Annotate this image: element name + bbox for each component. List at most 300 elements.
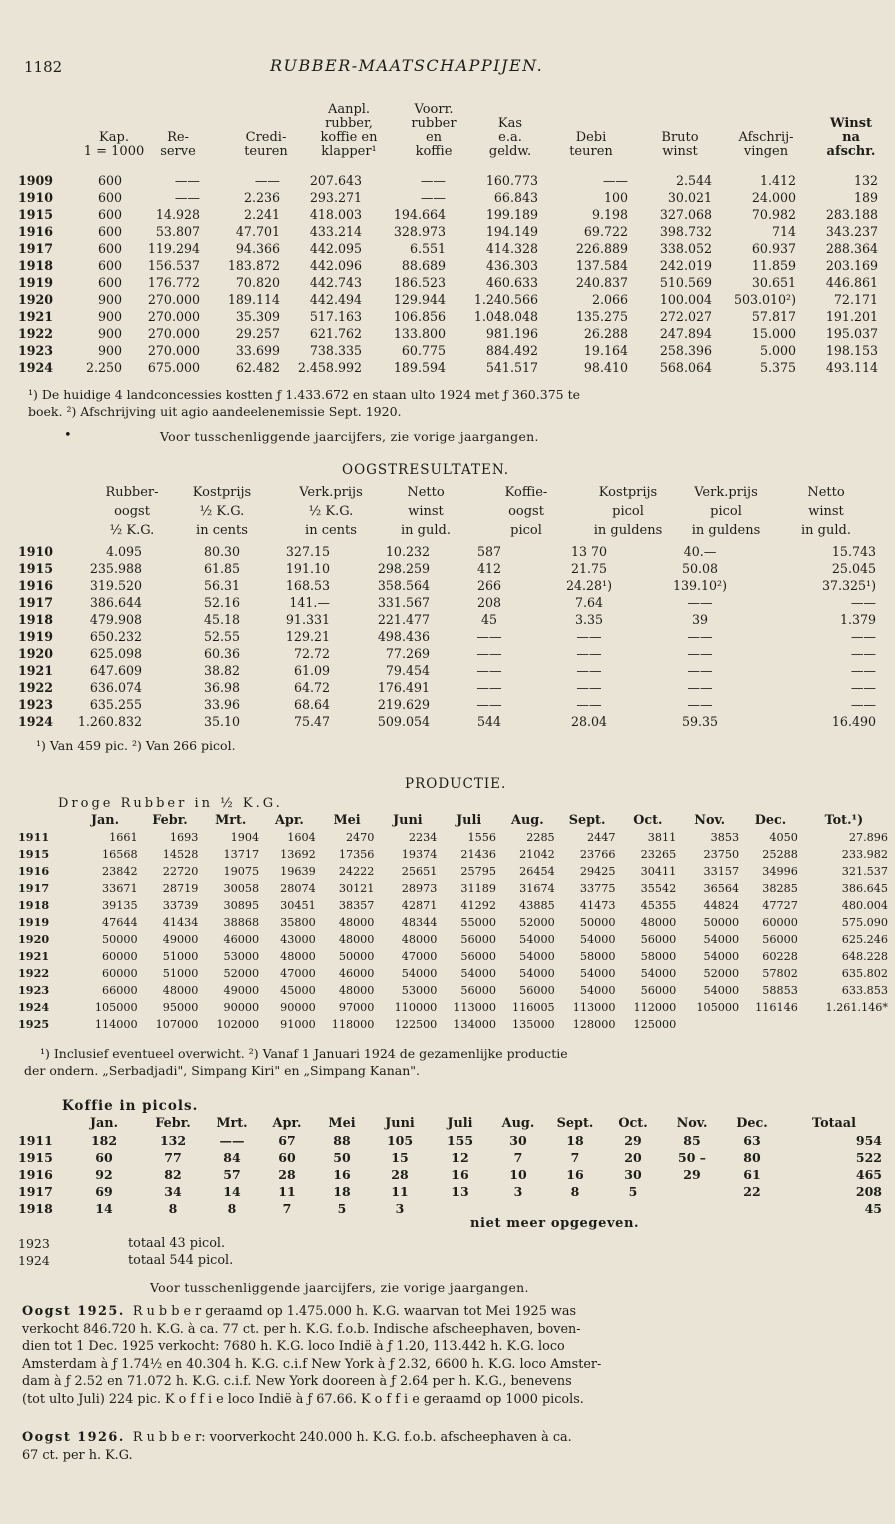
finance-cell: 414.328: [485, 241, 538, 256]
koffie-cell: 132: [159, 1133, 187, 1148]
koffie-cell: 28: [278, 1167, 296, 1182]
year-cell: 1922: [18, 326, 54, 341]
koffie-cell: 60: [95, 1150, 113, 1165]
productie-cell: 33671: [101, 882, 138, 895]
finance-cell: 98.410: [583, 360, 628, 375]
productie-cell: 49000: [162, 933, 199, 946]
productie-cell: 48344: [401, 916, 438, 929]
koffie-cell: 7: [570, 1150, 580, 1165]
productie-cell: 56000: [460, 950, 496, 963]
oogst-col-head-line: winst: [408, 504, 444, 519]
productie-cell: 50000: [101, 933, 138, 946]
finance-cell: 57.817: [751, 309, 796, 324]
finance-footnote-2: boek. ²) Afschrijving uit agio aandeelenemissie Sept. 1920.: [28, 404, 402, 419]
productie-cell: 114000: [94, 1018, 138, 1031]
oogst-cell: 60.36: [203, 646, 240, 661]
oogst-cell: 64.72: [293, 680, 330, 695]
oogst-cell: 4.095: [105, 544, 142, 559]
productie-cell: 19374: [401, 848, 438, 861]
productie-cell: 45000: [280, 984, 316, 997]
finance-cell: 2.241: [243, 207, 280, 222]
finance-row: [18, 223, 880, 240]
productie-cell: 3853: [710, 831, 740, 844]
finance-cell: 900: [97, 292, 122, 307]
oogst-col-head-line: Koffie-: [504, 485, 548, 500]
productie-row: [18, 982, 888, 999]
productie-cell: 58000: [579, 950, 616, 963]
productie-cell: 29425: [579, 865, 616, 878]
finance-cell: 24.000: [751, 190, 796, 205]
finance-cell: 270.000: [147, 343, 200, 358]
oogst-cell: 3.35: [574, 612, 604, 627]
oogst-table: [18, 543, 880, 730]
oogst-col-head: [92, 483, 172, 540]
oogst-col-head-line: ½ K.G.: [308, 504, 354, 519]
productie-cell: 26454: [519, 865, 555, 878]
productie-cell: 60000: [762, 916, 798, 929]
koffie-month-head: Mrt.: [216, 1116, 248, 1131]
productie-cell: 321.537: [841, 865, 888, 878]
finance-cell: 621.762: [309, 326, 362, 341]
oogst-cell: 25.045: [831, 561, 876, 576]
finance-cell: 29.257: [235, 326, 280, 341]
productie-cell: 56000: [460, 933, 496, 946]
koffie-cell: 57: [223, 1167, 241, 1182]
oogst-cell: ——: [576, 629, 602, 644]
oogst-cell: 221.477: [377, 612, 430, 627]
oogst-cell: ——: [576, 697, 602, 712]
productie-month-head: Febr.: [152, 813, 188, 828]
oogst-cell: 50.08: [681, 561, 719, 576]
oogst-row: [18, 543, 880, 560]
page-title: RUBBER-MAATSCHAPPIJEN.: [270, 56, 544, 75]
koffie-cell: 22: [743, 1184, 761, 1199]
productie-cell: 116005: [511, 1001, 555, 1014]
finance-cell: 9.198: [591, 207, 628, 222]
finance-cell: 442.095: [309, 241, 362, 256]
finance-cell: 600: [97, 173, 122, 188]
koffie-cell: 85: [683, 1133, 701, 1148]
finance-cell: 270.000: [147, 292, 200, 307]
finance-row: [18, 291, 880, 308]
productie-cell: 14528: [162, 848, 199, 861]
productie-cell: 33739: [162, 899, 199, 912]
finance-cell: 33.699: [235, 343, 280, 358]
koffie-cell: 16: [451, 1167, 469, 1182]
productie-row: [18, 948, 888, 965]
finance-cell: 2.544: [675, 173, 712, 188]
oogst-1926-line: 67 ct. per h. K.G.: [22, 1447, 133, 1463]
year-cell: 1920: [18, 646, 54, 661]
oogst-cell: 141.—: [289, 595, 330, 610]
oogst-cell: ——: [476, 680, 502, 695]
year-cell: 1917: [18, 595, 54, 610]
koffie-month-head: Mei: [328, 1116, 356, 1131]
oogst-cell: 39: [691, 612, 709, 627]
productie-cell: 28719: [162, 882, 199, 895]
productie-cell: 97000: [338, 1001, 375, 1014]
koffie-cell: 522: [855, 1150, 882, 1165]
productie-cell: 125000: [633, 1018, 677, 1031]
oogst-cell: 68.64: [293, 697, 330, 712]
productie-cell: 51000: [162, 950, 199, 963]
finance-cell: 900: [97, 309, 122, 324]
koffie-cell: 5: [628, 1184, 638, 1199]
finance-row: [18, 308, 880, 325]
koffie-cell: 69: [95, 1184, 113, 1199]
finance-cell: 26.288: [583, 326, 628, 341]
productie-cell: 48000: [640, 916, 677, 929]
productie-cell: 23265: [640, 848, 677, 861]
oogst-cell: 235.988: [89, 561, 142, 576]
productie-cell: 1.261.146*: [825, 1001, 888, 1014]
koffie-cell: ——: [219, 1133, 245, 1148]
year-cell: 1910: [18, 544, 54, 559]
year-cell: 1915: [18, 561, 54, 576]
finance-cell: 541.517: [485, 360, 538, 375]
productie-row: [18, 897, 888, 914]
oogst-cell: ——: [687, 680, 713, 695]
oogst-cell: 509.054: [377, 714, 430, 729]
productie-cell: 21042: [519, 848, 555, 861]
productie-cell: 48000: [162, 984, 199, 997]
productie-month-head: Tot.¹): [824, 813, 864, 828]
koffie-table: [18, 1115, 886, 1217]
finance-cell: 600: [97, 258, 122, 273]
productie-cell: 56000: [762, 933, 798, 946]
oogst-cell: 635.255: [89, 697, 142, 712]
year-cell: 1916: [18, 224, 54, 239]
oogst-col-head-line: in cents: [196, 523, 248, 538]
productie-cell: 28074: [280, 882, 316, 895]
productie-cell: 58000: [640, 950, 677, 963]
productie-cell: 1693: [169, 831, 199, 844]
koffie-row: [18, 1132, 886, 1149]
productie-cell: 56000: [460, 984, 496, 997]
productie-cell: 19639: [280, 865, 316, 878]
oogst-1925-line: dam à ƒ 2.52 en 71.072 h. K.G. c.i.f. New York dooreen à ƒ 2.64 per h. K.G., benevens: [22, 1374, 572, 1389]
productie-cell: 102000: [216, 1018, 260, 1031]
finance-cell: 6.551: [409, 241, 446, 256]
col-head-winst: Winst na afschr.: [826, 116, 876, 159]
finance-cell: 446.861: [825, 275, 878, 290]
productie-cell: 55000: [460, 916, 496, 929]
year-cell: 1923: [18, 343, 54, 358]
oogst-cell: 36.98: [203, 680, 240, 695]
oogst-row: [18, 679, 880, 696]
finance-cell: 460.633: [485, 275, 538, 290]
year-cell: 1924: [18, 360, 54, 375]
oogst-cell: 79.454: [385, 663, 430, 678]
col-head-kap: Kap. 1 = 1000: [83, 130, 145, 159]
finance-cell: 66.843: [493, 190, 538, 205]
oogst-col-head-line: Verk.prijs: [694, 485, 758, 500]
year-cell: 1921: [18, 663, 54, 678]
koffie-month-head: Sept.: [556, 1116, 594, 1131]
productie-cell: 1604: [287, 831, 316, 844]
finance-row: [18, 342, 880, 359]
productie-cell: 38285: [762, 882, 798, 895]
oogst-cell: 52.16: [203, 595, 240, 610]
oogst-cell: 331.567: [377, 595, 430, 610]
oogst-cell: 266: [476, 578, 502, 593]
finance-cell: 194.149: [485, 224, 538, 239]
productie-header-row: [18, 812, 888, 829]
year-cell: 1918: [18, 1201, 53, 1216]
productie-row: [18, 846, 888, 863]
finance-cell: 189.594: [393, 360, 446, 375]
oogst-row: [18, 696, 880, 713]
productie-cell: 2470: [345, 831, 375, 844]
finance-cell: 283.188: [825, 207, 878, 222]
productie-month-head: Oct.: [633, 813, 663, 828]
oogst-1925-label: Oogst 1925.: [22, 1304, 125, 1319]
koffie-month-head: Totaal: [812, 1116, 856, 1131]
oogst-cell: 7.64: [574, 595, 604, 610]
oogst-cell: ——: [476, 697, 502, 712]
finance-cell: 53.807: [155, 224, 200, 239]
productie-cell: 54000: [460, 967, 496, 980]
page-number: 1182: [24, 58, 63, 76]
oogst-1926-label: Oogst 1926.: [22, 1430, 125, 1445]
productie-cell: 34996: [762, 865, 798, 878]
finance-cell: 100.004: [659, 292, 712, 307]
koffie-month-head: Dec.: [736, 1116, 768, 1131]
productie-cell: 3811: [647, 831, 677, 844]
productie-month-head: Jan.: [90, 813, 120, 828]
oogst-cell: 544: [476, 714, 502, 729]
koffie-cell: 50 –: [678, 1150, 706, 1165]
oogst-cell: 56.31: [203, 578, 240, 593]
col-head-aanpl: Aanpl. rubber, koffie en klapper¹: [320, 102, 378, 159]
productie-footnote-2: der ondern. „Serbadjadi", Simpang Kiri" en „Simpang Kanan".: [24, 1063, 420, 1078]
productie-cell: 30121: [338, 882, 375, 895]
koffie-cell: [430, 1200, 490, 1217]
productie-cell: 56000: [640, 984, 677, 997]
productie-row: [18, 880, 888, 897]
finance-cell: 14.928: [155, 207, 200, 222]
productie-subtitle: Droge Rubber in ½ K.G.: [58, 796, 283, 811]
productie-cell: 1556: [467, 831, 496, 844]
finance-cell: 189.114: [227, 292, 280, 307]
productie-cell: 23842: [101, 865, 138, 878]
oogst-cell: 45: [480, 612, 498, 627]
productie-cell: 56000: [519, 984, 555, 997]
finance-cell: 19.164: [583, 343, 628, 358]
oogst-cell: ——: [850, 646, 876, 661]
finance-row: [18, 325, 880, 342]
finance-cell: 240.837: [575, 275, 628, 290]
oogst-cell: ——: [476, 646, 502, 661]
oogst-cell: ——: [576, 646, 602, 661]
koffie-cell: 7: [282, 1201, 292, 1216]
oogst-cell: 1.260.832: [77, 714, 142, 729]
oogst-col-head-line: picol: [710, 504, 742, 519]
productie-cell: 52000: [703, 967, 740, 980]
productie-cell: 47727: [762, 899, 798, 912]
finance-cell: 207.643: [309, 173, 362, 188]
productie-row: [18, 999, 888, 1016]
interim-bullet: •: [64, 428, 72, 443]
koffie-cell: 30: [624, 1167, 642, 1182]
finance-cell: 226.889: [575, 241, 628, 256]
oogst-cell: ——: [476, 663, 502, 678]
col-head-credi: Credi- teuren: [244, 130, 288, 159]
oogst-col-head-line: Rubber-: [105, 485, 159, 500]
finance-cell: 62.482: [235, 360, 280, 375]
koffie-header-blank: [18, 1115, 66, 1132]
oogst-cell: 38.82: [203, 663, 240, 678]
productie-cell: 66000: [101, 984, 138, 997]
oogst-col-head-line: picol: [510, 523, 542, 538]
koffie-cell: 45: [864, 1201, 882, 1216]
oogst-cell: ——: [850, 595, 876, 610]
finance-cell: 600: [97, 241, 122, 256]
koffie-interim-note: Voor tusschenliggende jaarcijfers, zie vorige jaargangen.: [150, 1280, 529, 1295]
productie-cell: 60000: [101, 950, 138, 963]
productie-cell: 31189: [460, 882, 496, 895]
productie-cell: [678, 1016, 741, 1033]
koffie-cell: 18: [333, 1184, 351, 1199]
productie-cell: 105000: [94, 1001, 138, 1014]
productie-cell: 54000: [703, 950, 740, 963]
productie-cell: 113000: [572, 1001, 616, 1014]
finance-cell: 1.048.048: [473, 309, 538, 324]
finance-cell: 247.894: [659, 326, 712, 341]
finance-cell: 30.651: [751, 275, 796, 290]
koffie-row: [18, 1149, 886, 1166]
finance-cell: 900: [97, 343, 122, 358]
oogst-cell: 625.098: [89, 646, 142, 661]
finance-cell: 199.189: [485, 207, 538, 222]
productie-cell: 33775: [579, 882, 616, 895]
finance-cell: 100: [603, 190, 628, 205]
finance-row: [18, 206, 880, 223]
koffie-cell: [604, 1200, 662, 1217]
year-cell: 1922: [18, 680, 54, 695]
oogst-cell: 15.743: [831, 544, 876, 559]
oogst-col-head-line: in guldens: [593, 523, 663, 538]
col-head-kas: Kas e.a. geldw.: [488, 116, 532, 159]
finance-cell: 186.523: [393, 275, 446, 290]
oogst-col-head: [790, 483, 862, 540]
finance-cell: 242.019: [659, 258, 712, 273]
finance-cell: 137.584: [575, 258, 628, 273]
finance-row: [18, 257, 880, 274]
oogst-title: OOGSTRESULTATEN.: [342, 462, 510, 478]
koffie-cell: 14: [95, 1201, 113, 1216]
year-cell: 1911: [18, 830, 50, 844]
year-cell: 1910: [18, 190, 54, 205]
productie-cell: 648.228: [841, 950, 888, 963]
oogst-1926-paragraph: [22, 1429, 882, 1464]
oogst-cell: ——: [576, 680, 602, 695]
productie-cell: 233.982: [841, 848, 888, 861]
productie-month-head: Dec.: [754, 813, 787, 828]
oogst-cell: 91.331: [285, 612, 330, 627]
productie-cell: 35800: [280, 916, 316, 929]
col-head-voorr: Voorr. rubber en koffie: [411, 102, 457, 159]
oogst-col-head: [676, 483, 776, 540]
productie-cell: 54000: [703, 933, 740, 946]
finance-interim-note: Voor tusschenliggende jaarcijfers, zie vorige jaargangen.: [160, 429, 539, 444]
finance-cell: 2.458.992: [297, 360, 362, 375]
productie-cell: 54000: [579, 933, 616, 946]
finance-cell: ——: [602, 173, 628, 188]
productie-cell: 50000: [703, 916, 740, 929]
koffie-header-row: [18, 1115, 886, 1132]
oogst-cell: 72.72: [293, 646, 330, 661]
koffie-cell: 20: [624, 1150, 642, 1165]
koffie-cell: 18: [566, 1133, 584, 1148]
finance-cell: 568.064: [659, 360, 712, 375]
oogst-col-head: [176, 483, 268, 540]
koffie-cell: 67: [278, 1133, 296, 1148]
finance-cell: 600: [97, 207, 122, 222]
oogst-cell: 35.10: [203, 714, 240, 729]
finance-cell: 60.775: [401, 343, 446, 358]
koffie-totaal-text: totaal 544 picol.: [128, 1253, 234, 1268]
finance-cell: 47.701: [235, 224, 280, 239]
productie-cell: 54000: [401, 967, 438, 980]
koffie-cell: 50: [333, 1150, 351, 1165]
finance-cell: 900: [97, 326, 122, 341]
finance-cell: 270.000: [147, 309, 200, 324]
year-cell: 1915: [18, 207, 54, 222]
koffie-cell: 182: [90, 1133, 118, 1148]
oogst-cell: 129.21: [285, 629, 330, 644]
productie-cell: 45355: [640, 899, 677, 912]
productie-cell: 90000: [280, 1001, 316, 1014]
koffie-month-head: Febr.: [155, 1116, 191, 1131]
koffie-cell: 8: [570, 1184, 580, 1199]
productie-cell: 110000: [394, 1001, 438, 1014]
finance-row: [18, 189, 880, 206]
productie-cell: 54000: [703, 984, 740, 997]
koffie-cell: 60: [278, 1150, 296, 1165]
koffie-title: Koffie in picols.: [62, 1098, 199, 1114]
koffie-cell: 155: [446, 1133, 474, 1148]
oogst-cell: 386.644: [89, 595, 142, 610]
oogst-cell: 319.520: [89, 578, 142, 593]
productie-cell: 118000: [331, 1018, 375, 1031]
productie-cell: 91000: [280, 1018, 316, 1031]
productie-cell: 56000: [640, 933, 677, 946]
koffie-cell: [490, 1200, 546, 1217]
year-cell: 1918: [18, 258, 54, 273]
oogst-cell: ——: [687, 663, 713, 678]
oogst-cell: 52.55: [203, 629, 240, 644]
productie-header-blank: [18, 812, 70, 829]
year-cell: 1918: [18, 612, 54, 627]
oogst-col-head-line: ½ K.G.: [199, 504, 245, 519]
productie-cell: 25651: [401, 865, 438, 878]
finance-cell: 600: [97, 275, 122, 290]
productie-cell: 112000: [633, 1001, 677, 1014]
year-cell: 1917: [18, 241, 54, 256]
koffie-cell: 16: [566, 1167, 584, 1182]
finance-cell: 600: [97, 190, 122, 205]
productie-row: [18, 931, 888, 948]
oogst-col-head-line: Netto: [807, 485, 845, 500]
productie-cell: 113000: [453, 1001, 496, 1014]
productie-cell: 43000: [280, 933, 316, 946]
koffie-cell: 84: [223, 1150, 241, 1165]
oogst-cell: ——: [687, 646, 713, 661]
productie-cell: 21436: [460, 848, 496, 861]
productie-cell: 54000: [519, 950, 555, 963]
productie-cell: 122500: [394, 1018, 438, 1031]
